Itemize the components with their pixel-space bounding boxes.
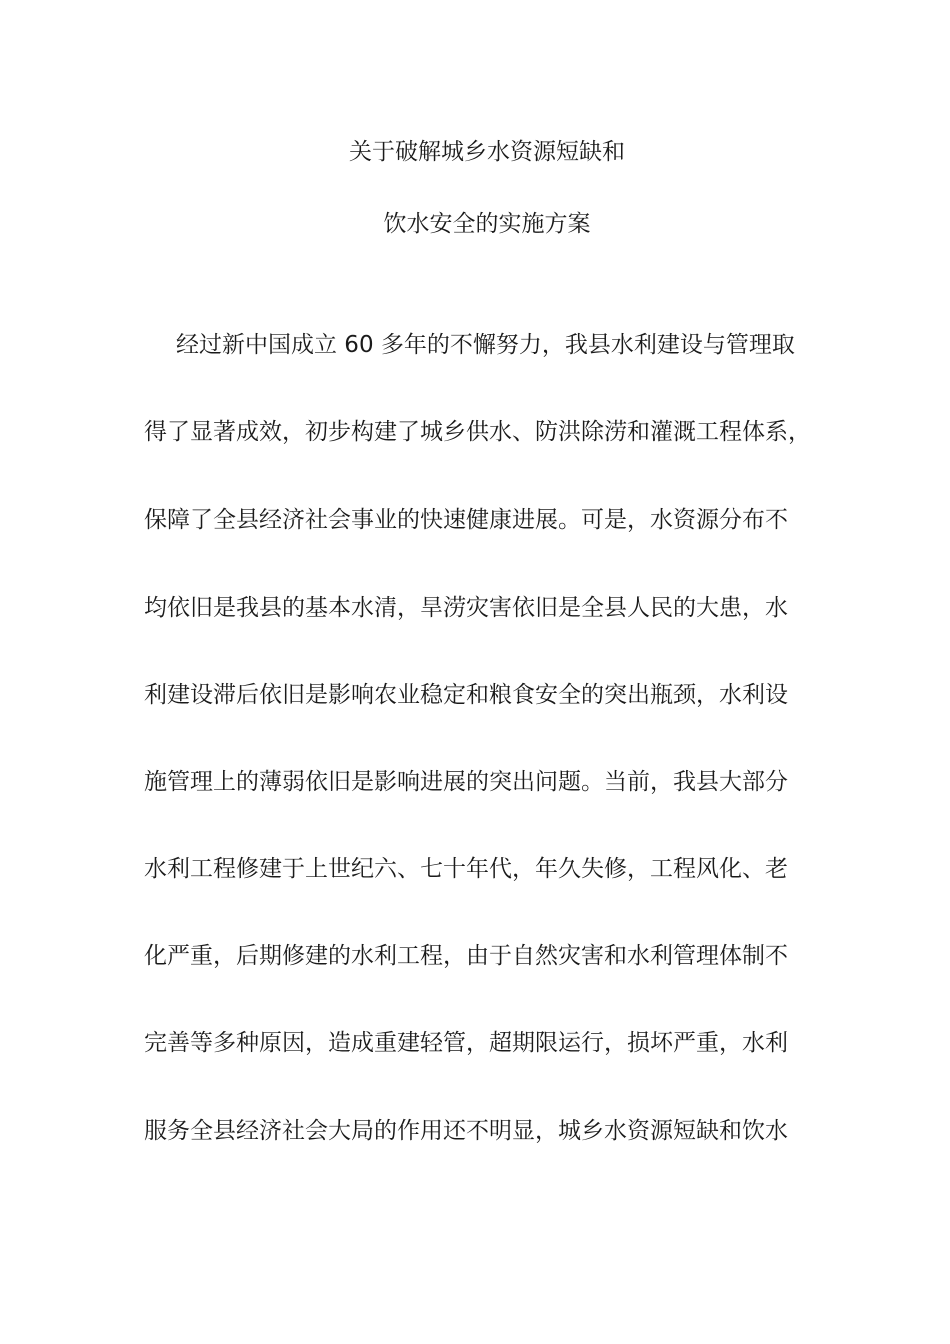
paragraph-line: 施管理上的薄弱依旧是影响进展的突出问题。当前，我县大部分 — [144, 769, 788, 795]
paragraph-line: 均依旧是我县的基本水清，旱涝灾害依旧是全县人民的大患，水 — [144, 595, 788, 621]
paragraph-line: 完善等多种原因，造成重建轻管，超期限运行，损坏严重，水利 — [144, 1030, 788, 1056]
paragraph-line: 得了显著成效，初步构建了城乡供水、防洪除涝和灌溉工程体系， — [144, 419, 811, 445]
paragraph-line: 保障了全县经济社会事业的快速健康进展。可是，水资源分布不 — [144, 507, 788, 533]
paragraph-line: 化严重，后期修建的水利工程，由于自然灾害和水利管理体制不 — [144, 943, 788, 969]
document-title-line-1: 关于破解城乡水资源短缺和 — [349, 139, 625, 165]
paragraph-line: 经过新中国成立 60 多年的不懈努力，我县水利建设与管理取 — [176, 332, 795, 358]
paragraph-line: 服务全县经济社会大局的作用还不明显，城乡水资源短缺和饮水 — [144, 1118, 788, 1144]
paragraph-line: 利建设滞后依旧是影响农业稳定和粮食安全的突出瓶颈，水利设 — [144, 682, 788, 708]
paragraph-line: 水利工程修建于上世纪六、七十年代，年久失修，工程风化、老 — [144, 856, 788, 882]
document-title-line-2: 饮水安全的实施方案 — [383, 211, 591, 237]
